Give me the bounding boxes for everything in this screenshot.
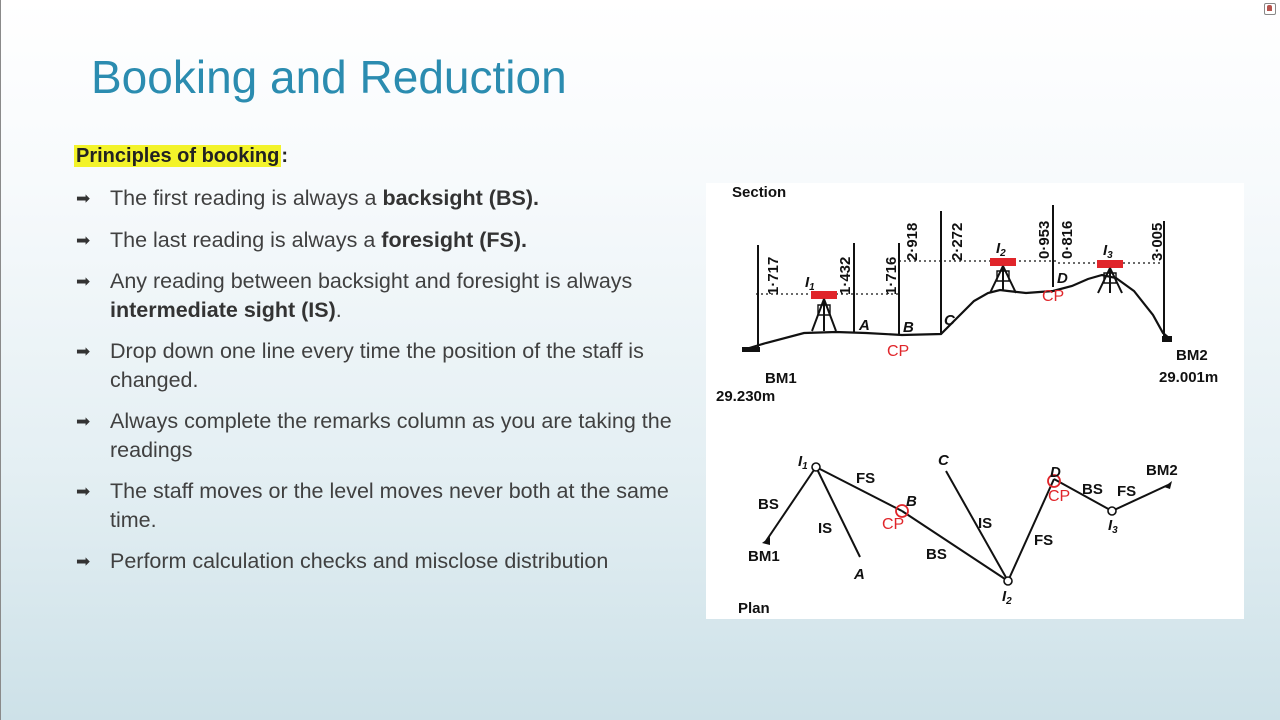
reading-6: 0·953 <box>1036 220 1053 259</box>
plan-i1-label: $I_1$ <box>798 453 808 472</box>
plan-i1-point <box>812 463 820 471</box>
reading-7: 0·816 <box>1059 220 1076 259</box>
user-avatar-icon <box>1264 3 1276 15</box>
plan-fs-label-3: FS <box>1117 483 1137 500</box>
plan-i3-point <box>1108 507 1116 515</box>
arrow-right-icon: ➡ <box>76 342 91 361</box>
reading-5: 2·272 <box>949 222 966 261</box>
plan-label: Plan <box>738 600 770 617</box>
plan-bs-label-1: BS <box>758 496 779 513</box>
arrow-right-icon: ➡ <box>76 412 91 431</box>
arrow-right-icon: ➡ <box>76 552 91 571</box>
arrow-right-icon: ➡ <box>76 482 91 501</box>
instrument-2-icon <box>990 258 1016 293</box>
bm1-label: BM1 <box>765 370 797 387</box>
slide-title: Booking and Reduction <box>91 51 567 103</box>
subheading-highlighted: Principles of booking <box>76 145 280 167</box>
bullet-item: ➡ Always complete the remarks column as you are taking the readings <box>76 409 672 462</box>
reading-2: 1·432 <box>837 256 854 295</box>
instrument-3-icon <box>1097 260 1123 293</box>
plan-bm1-marker <box>762 537 770 545</box>
bullet-item: ➡ The staff moves or the level moves never both at the same time. <box>76 479 669 532</box>
point-d-label: D <box>1057 270 1068 287</box>
slide-left-border <box>0 0 1 720</box>
plan-point-b-label: B <box>906 493 917 510</box>
reading-1: 1·717 <box>765 256 782 295</box>
bm1-value: 29.230m <box>716 388 776 405</box>
bm2-value: 29.001m <box>1159 369 1219 386</box>
bullet-item: ➡ Any reading between backsight and foresight is always intermediate sight (IS). <box>76 269 633 322</box>
plan-cp-d-label: CP <box>1048 488 1071 505</box>
plan-fs-label-1: FS <box>856 470 876 487</box>
reading-4: 2·918 <box>904 222 921 261</box>
subheading-suffix: : <box>281 145 289 167</box>
section-label: Section <box>732 184 787 201</box>
point-b-label: B <box>903 319 914 336</box>
change-point-label-b: CP <box>887 343 910 360</box>
reading-3: 1·716 <box>883 256 900 295</box>
plan-bm2-marker <box>1164 481 1172 489</box>
point-a-label: A <box>859 317 870 334</box>
instrument-1-icon <box>811 291 837 331</box>
plan-point-a-label: A <box>854 566 865 583</box>
instrument-1-label: $I_1$ <box>805 274 815 293</box>
arrow-right-icon: ➡ <box>76 230 91 250</box>
levelling-diagram <box>706 183 1244 619</box>
reading-8: 3·005 <box>1149 222 1166 261</box>
change-point-label-d: CP <box>1042 288 1065 305</box>
point-c-label: C <box>944 312 955 329</box>
plan-i2-label: $I_2$ <box>1002 588 1012 607</box>
plan-cp-b-label: CP <box>882 516 905 533</box>
bullet-item: ➡ Perform calculation checks and misclose distribution <box>74 547 684 576</box>
plan-i2-point <box>1004 577 1012 585</box>
plan-point-d-label: D <box>1050 464 1061 481</box>
plan-bm1-label: BM1 <box>748 548 780 565</box>
instrument-2-label: $I_2$ <box>996 240 1006 259</box>
bullet-item: ➡ The last reading is always a foresight (FS). <box>74 226 684 255</box>
plan-i3-label: $I_3$ <box>1108 517 1118 536</box>
plan-bs-label-2: BS <box>926 546 947 563</box>
subheading <box>74 145 288 168</box>
bullet-list <box>74 184 684 589</box>
arrow-right-icon: ➡ <box>76 189 91 208</box>
plan-point-c-label: C <box>938 452 949 469</box>
instrument-3-label: $I_3$ <box>1103 242 1113 261</box>
bullet-item: ➡ Drop down one line every time the position of the staff is changed. <box>76 339 644 392</box>
plan-bm2-label: BM2 <box>1146 462 1178 479</box>
arrow-right-icon: ➡ <box>76 272 91 291</box>
bm1-marker <box>742 347 760 352</box>
plan-is-label-2: IS <box>978 515 993 532</box>
plan-fs-label-2: FS <box>1034 532 1054 549</box>
plan-is-label-1: IS <box>818 520 833 537</box>
plan-bs-label-3: BS <box>1082 481 1103 498</box>
bullet-item: ➡ The first reading is always a backsight (BS). <box>74 184 684 213</box>
bm2-label: BM2 <box>1176 347 1208 364</box>
levelling-diagram-svg <box>706 183 1244 619</box>
